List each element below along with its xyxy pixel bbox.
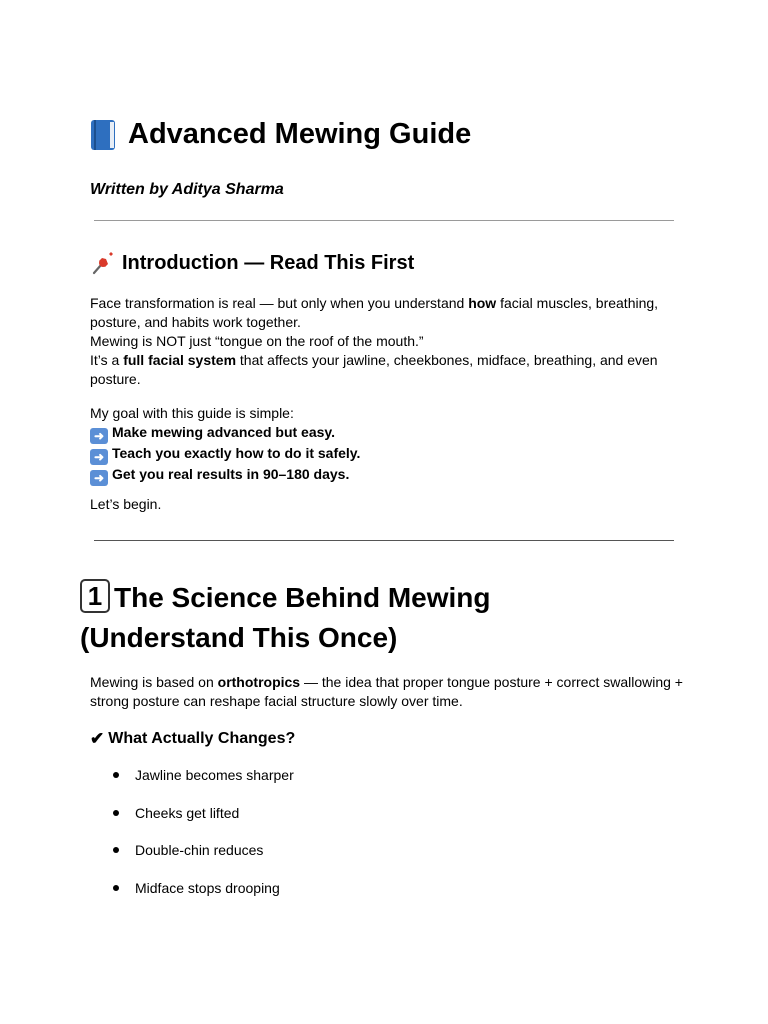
intro-text: facial muscles, breathing, posture, and habits work together. bbox=[90, 295, 659, 330]
changes-subheading-text: What Actually Changes? bbox=[108, 730, 296, 747]
section-1-heading bbox=[80, 578, 700, 658]
page-title bbox=[90, 118, 471, 151]
list-item-text: Cheeks get lifted bbox=[135, 804, 240, 821]
goal-item: Get you real results in 90–180 days. bbox=[112, 466, 350, 482]
bullet-icon bbox=[113, 885, 119, 891]
list-item-text: Midface stops drooping bbox=[135, 879, 280, 896]
blue-book-icon bbox=[90, 119, 116, 151]
goals-label: My goal with this guide is simple: bbox=[90, 405, 294, 421]
goals-block bbox=[90, 404, 690, 486]
page-title-text: Advanced Mewing Guide bbox=[128, 118, 472, 150]
intro-emphasis: full facial system bbox=[123, 352, 237, 368]
intro-heading bbox=[90, 250, 414, 276]
divider bbox=[94, 220, 674, 221]
section-1-heading-line1: The Science Behind Mewing bbox=[114, 582, 491, 613]
keycap-digit-one-icon: 1 bbox=[80, 579, 110, 613]
intro-paragraph bbox=[90, 294, 690, 389]
goal-item: Make mewing advanced but easy. bbox=[112, 424, 336, 440]
changes-subheading bbox=[90, 729, 295, 749]
bullet-icon bbox=[113, 810, 119, 816]
intro-heading-text: Introduction — Read This First bbox=[122, 251, 415, 274]
intro-text: Mewing is NOT just “tongue on the roof of the mouth.” bbox=[90, 333, 424, 349]
section-1-heading-line2: (Understand This Once) bbox=[80, 622, 398, 653]
goal-item: Teach you exactly how to do it safely. bbox=[112, 445, 361, 461]
list-item-text: Jawline becomes sharper bbox=[135, 767, 294, 783]
section-1-paragraph bbox=[90, 673, 690, 711]
section-1-text: Mewing is based on bbox=[90, 674, 218, 690]
bullet-icon bbox=[113, 847, 119, 853]
intro-emphasis: how bbox=[468, 295, 497, 311]
author-line: Written by Aditya Sharma bbox=[90, 181, 284, 198]
section-1-text: — the idea that proper tongue posture + correct swallowing + strong posture can reshape facial structure slowly over time. bbox=[90, 674, 683, 709]
check-mark-icon: ✔ bbox=[90, 729, 105, 748]
intro-text: It’s a bbox=[90, 352, 124, 368]
right-arrow-icon: ➜ bbox=[90, 470, 108, 486]
intro-text: Face transformation is real — but only when you understand bbox=[90, 295, 469, 311]
list-item-text: Double-chin reduces bbox=[135, 842, 264, 858]
section-1-emphasis: orthotropics bbox=[217, 674, 301, 690]
divider bbox=[94, 540, 674, 541]
bullet-icon bbox=[113, 772, 119, 778]
right-arrow-icon: ➜ bbox=[90, 428, 108, 444]
pushpin-icon bbox=[90, 250, 116, 276]
right-arrow-icon: ➜ bbox=[90, 449, 108, 465]
closing-line: Let’s begin. bbox=[90, 496, 162, 512]
intro-text: that affects your jawline, cheekbones, midface, breathing, and even posture. bbox=[90, 352, 658, 387]
